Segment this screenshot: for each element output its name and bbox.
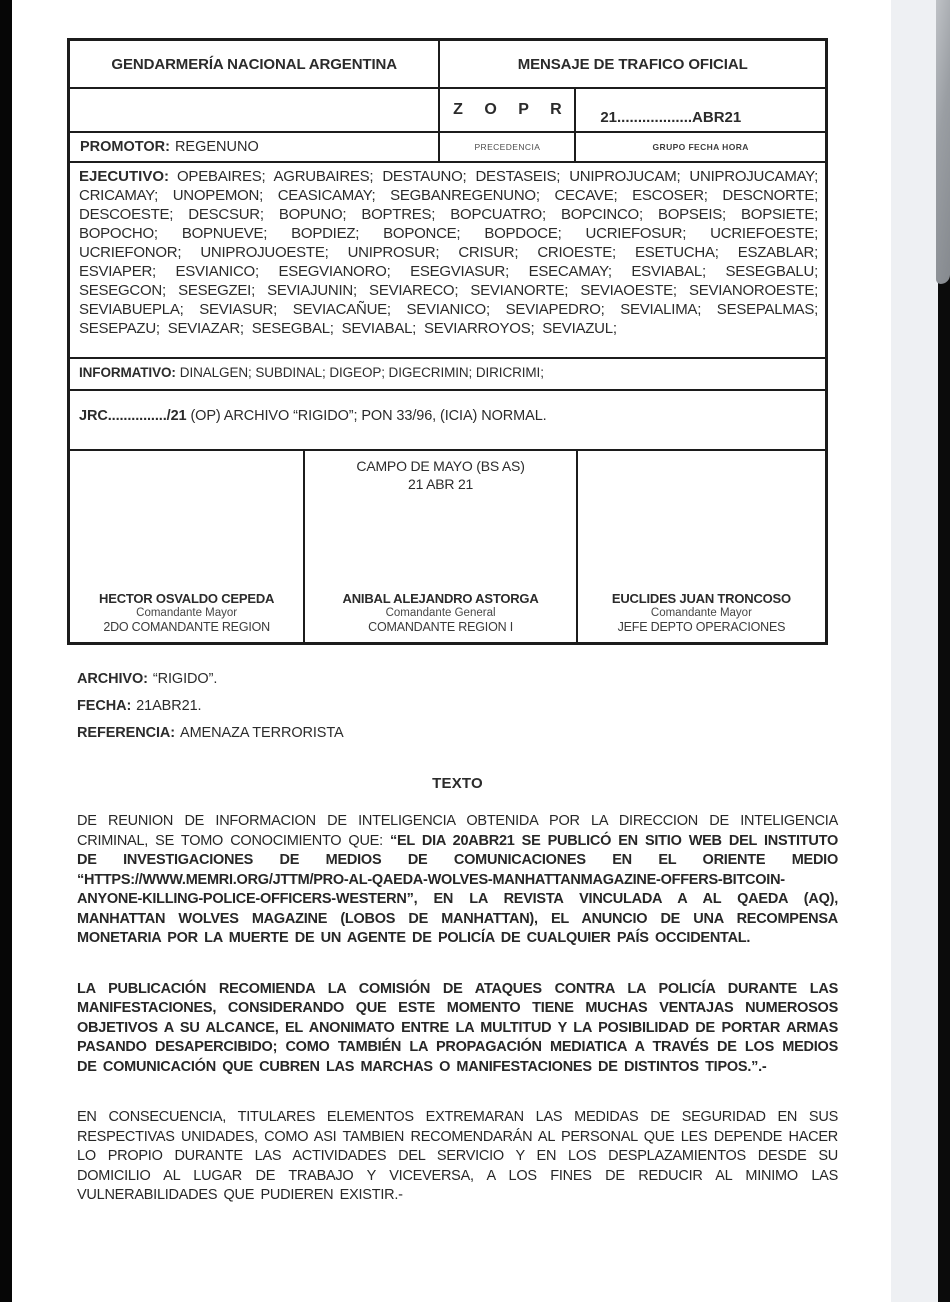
informativo-addressees: DINALGEN; SUBDINAL; DIGEOP; DIGECRIMIN; DIRICRIMI; bbox=[179, 365, 544, 380]
scrollbar-thumb[interactable] bbox=[936, 0, 950, 284]
signatory-rank: Comandante Mayor bbox=[136, 607, 238, 619]
zopr-code: Z O P R bbox=[438, 89, 574, 131]
paragraph-1 bbox=[77, 812, 838, 949]
meta-section bbox=[77, 671, 891, 741]
promotor-value: REGENUNO bbox=[174, 139, 259, 155]
jrc-number: JRC.............../21 bbox=[79, 408, 187, 424]
place-date: 21 ABR 21 bbox=[407, 476, 474, 492]
page-edge-gutter bbox=[891, 0, 938, 1302]
place: CAMPO DE MAYO (BS AS) bbox=[356, 458, 525, 474]
ejecutivo-addressees: OPEBAIRES; AGRUBAIRES; DESTAUNO; DESTASEIS; UNIPROJUCAM; UNIPROJUCAMAY; CRICAMAY; UNOPEMON; CEASICAMAY; SEGBANREGENUNO; CECAVE; ESCOSER; DESCNORTE; DESCOESTE; DESCSUR; BOPUNO; BOPTRES; BOPCUATRO; BOPCINCO; BOPSEIS; BOPSIETE; BOPOCHO; BOPNUEVE; BOPDIEZ; BOPONCE; BOPDOCE; UCRIEFOSUR; UCRIEFOESTE; UCRIEFONOR; UNIPROJUOESTE; UNIPROSUR; CRISUR; CRIOESTE; ESETUCHA; ESZABLAR; ESVIAPER; ESVIANICO; ESEGVIANORO; ESEGVIASUR; ESECAMAY; ESVIABAL; SESEGBALU; SESEGCON; SESEGZEI; SEVIAJUNIN; SEVIARECO; SEVIANORTE; SEVIAOESTE; SEVIANOROESTE; SEVIABUEPLA; SEVIASUR; SEVIACAÑUE; SEVIANICO; SEVIAPEDRO; SEVIALIMA; SESEPALMAS; SESEPAZU; SEVIAZAR; SESEGBAL; SEVIABAL; SEVIARROYOS; SEVIAZUL; bbox=[79, 168, 818, 337]
informativo-row bbox=[70, 357, 825, 389]
signatory-title: 2DO COMANDANTE REGION bbox=[103, 620, 270, 634]
archivo-line bbox=[77, 671, 891, 687]
title-row bbox=[70, 41, 825, 87]
place-and-date bbox=[305, 457, 576, 493]
promotor-cell bbox=[70, 133, 438, 161]
scan-edge-bar bbox=[0, 0, 12, 1302]
archivo-label: ARCHIVO: bbox=[77, 671, 148, 687]
paragraph-1-quote: “EL DIA 20ABR21 SE PUBLICÓ EN SITIO WEB DEL INSTITUTO DE INVESTIGACIONES DE MEDIOS DE COMUNICACIONES EN EL ORIENTE MEDIO “HTTPS://WWW.MEMRI.ORG/JTTM/PRO-AL-QAEDA-WOLVES-MANHATTANMAGAZINE-OFFERS-BITCOIN-ANYONE-KILLING-POLICE-OFFICERS-WESTERN”, EN LA REVISTA VINCULADA A AL QAEDA (AQ), MANHATTAN WOLVES MAGAZINE (LOBOS DE MANHATTAN), EL ANUNCIO DE UNA RECOMPENSA MONETARIA POR LA MUERTE DE UN AGENTE DE POLICÍA DE CUALQUIER PAÍS OCCIDENTAL. bbox=[77, 832, 838, 946]
signatory-rank: Comandante General bbox=[385, 607, 496, 619]
signature-block-3 bbox=[576, 451, 825, 642]
informativo-label: INFORMATIVO: bbox=[79, 365, 176, 380]
ejecutivo-label: EJECUTIVO: bbox=[79, 168, 170, 185]
signatory-title: COMANDANTE REGION I bbox=[368, 620, 513, 634]
jrc-details: (OP) ARCHIVO “RIGIDO”; PON 33/96, (ICIA) NORMAL. bbox=[190, 408, 547, 424]
signatory-title: JEFE DEPTO OPERACIONES bbox=[617, 620, 786, 634]
doc-type-title: MENSAJE DE TRAFICO OFICIAL bbox=[438, 41, 825, 87]
texto-heading: TEXTO bbox=[432, 775, 483, 792]
ejecutivo-row bbox=[70, 161, 825, 357]
blank-cell bbox=[70, 89, 438, 131]
promotor-row bbox=[70, 131, 825, 161]
signature-block-2 bbox=[303, 451, 576, 642]
signature-block-1 bbox=[70, 451, 303, 642]
date-group-value: 21..................ABR21 bbox=[574, 89, 825, 131]
paragraph-1-intro: DE REUNION DE INFORMACION DE INTELIGENCIA OBTENIDA POR LA DIRECCION DE INTELIGENCIA CRIMINAL, SE TOMO CONOCIMIENTO QUE: bbox=[77, 813, 838, 849]
message-header-table bbox=[67, 38, 828, 645]
signature-row bbox=[70, 449, 825, 642]
precedencia-label: PRECEDENCIA bbox=[438, 133, 574, 161]
signatory-name: EUCLIDES JUAN TRONCOSO bbox=[611, 591, 791, 606]
fecha-line bbox=[77, 698, 891, 714]
signatory-name: HECTOR OSVALDO CEPEDA bbox=[99, 591, 275, 606]
jrc-row bbox=[70, 389, 825, 449]
fecha-value: 21ABR21. bbox=[136, 698, 202, 714]
referencia-label: REFERENCIA: bbox=[77, 725, 175, 741]
paragraph-3: EN CONSECUENCIA, TITULARES ELEMENTOS EXTREMARAN LAS MEDIDAS DE SEGURIDAD EN SUS RESPECTIVAS UNIDADES, COMO ASI TAMBIEN RECOMENDARÁN AL PERSONAL QUE LES DEPENDE HACER LO PROPIO DURANTE LAS ACTIVIDADES DEL SERVICIO Y EN LOS DESPLAZAMIENTOS DESDE SU DOMICILIO AL LUGAR DE TRABAJO Y VICEVERSA, A LOS FINES DE REDUCIR AL MINIMO LAS VULNERABILIDADES QUE PUDIEREN EXISTIR.- bbox=[77, 1109, 838, 1203]
referencia-line bbox=[77, 725, 891, 741]
signatory-name: ANIBAL ALEJANDRO ASTORGA bbox=[342, 591, 539, 606]
archivo-value: “RIGIDO”. bbox=[152, 671, 218, 687]
referencia-value: AMENAZA TERRORISTA bbox=[180, 725, 344, 741]
grupo-fecha-hora-label: GRUPO FECHA HORA bbox=[574, 133, 825, 161]
precedence-row bbox=[70, 87, 825, 131]
org-title: GENDARMERÍA NACIONAL ARGENTINA bbox=[111, 55, 398, 73]
signatory-rank: Comandante Mayor bbox=[650, 607, 752, 619]
promotor-label: PROMOTOR: bbox=[80, 139, 170, 155]
message-body bbox=[77, 812, 838, 1206]
fecha-label: FECHA: bbox=[77, 698, 132, 714]
paragraph-2: LA PUBLICACIÓN RECOMIENDA LA COMISIÓN DE ATAQUES CONTRA LA POLICÍA DURANTE LAS MANIFESTACIONES, CONSIDERANDO QUE ESTE MOMENTO TIENE MUCHAS VENTAJAS NUMEROSOS OBJETIVOS A SU ALCANCE, EL ANONIMATO ENTRE LA MULTITUD Y LA POSIBILIDAD DE PORTAR ARMAS PASANDO DESAPERCIBIDO; COMO TAMBIÉN LA PROPAGACIÓN MEDIATICA A TRAVÉS DE LOS MEDIOS DE COMUNICACIÓN QUE CUBREN LAS MARCHAS O MANIFESTACIONES DE DISTINTOS TIPOS.”.- bbox=[77, 980, 838, 1075]
